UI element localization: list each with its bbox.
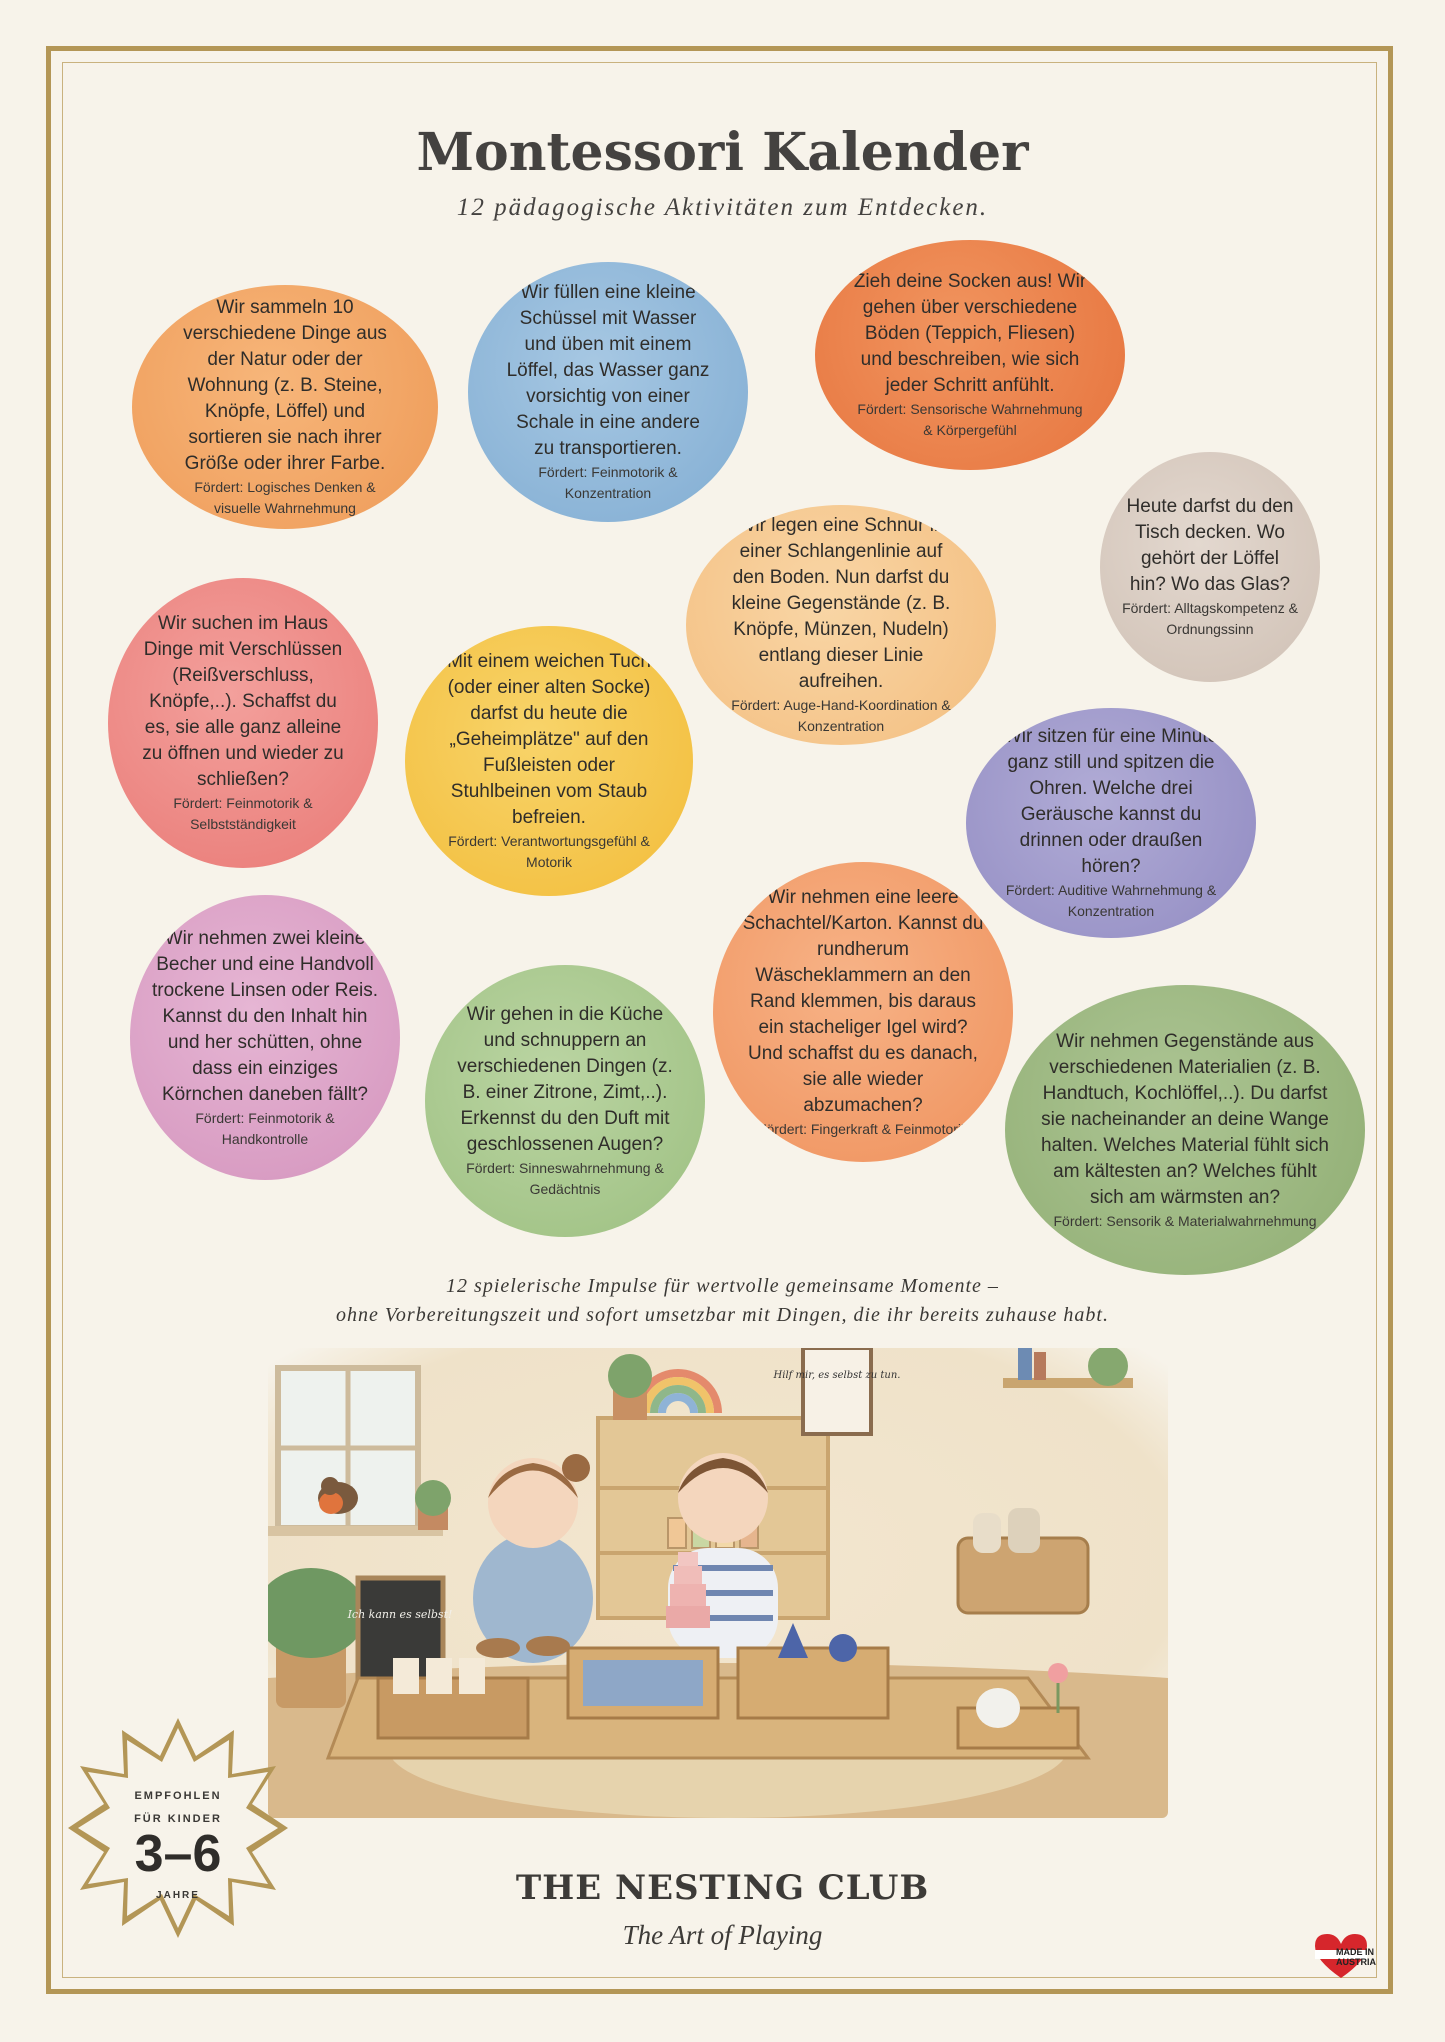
badge-line-3: JAHRE (156, 1890, 200, 1901)
made-in-label (1336, 1947, 1376, 1967)
activity-bubble-2 (468, 262, 748, 522)
activity-bubble-3 (815, 240, 1125, 470)
activity-text: Wir sammeln 10 verschiedene Dinge aus der Natur oder der Wohnung (z. B. Steine, Knöpfe, Löffel) und sortieren sie nach ihrer Größe oder ihrer Farbe. (183, 297, 387, 474)
activity-text: Wir sitzen für eine Minute ganz still und spitzen die Ohren. Welche drei Geräusche kannst du drinnen oder draußen hören? (1003, 726, 1219, 877)
chalkboard-text: Ich kann es selbst! (347, 1608, 453, 1621)
impulse-text (0, 1272, 1445, 1330)
activity-bubble-11 (425, 965, 705, 1237)
badge-line-1: EMPFOHLEN (134, 1790, 222, 1802)
activity-foerdert: Fördert: Sensorische Wahrnehmung & Körpergefühl (857, 401, 1083, 438)
activity-bubble-9 (713, 862, 1013, 1162)
sign-text: Hilf mir, es selbst zu tun. (773, 1370, 901, 1381)
activity-foerdert: Fördert: Feinmotorik & Konzentration (538, 464, 678, 501)
badge-line-2: FÜR KINDER (134, 1813, 222, 1825)
activity-bubble-6 (108, 578, 378, 868)
activity-foerdert: Fördert: Sinneswahrnehmung & Gedächtnis (466, 1160, 664, 1197)
activity-bubble-7 (405, 626, 693, 896)
activity-foerdert: Fördert: Alltagskompetenz & Ordnungssinn (1122, 600, 1298, 637)
activity-bubble-10 (130, 895, 400, 1180)
activity-foerdert: Fördert: Verantwortungsgefühl & Motorik (448, 833, 650, 870)
activity-text: Zieh deine Socken aus! Wir gehen über verschiedene Böden (Teppich, Fliesen) und beschreiben, wie sich jeder Schritt anfühlt. (853, 271, 1087, 396)
made-in-line-1: MADE IN (1336, 1947, 1374, 1957)
impulse-line-2: ohne Vorbereitungszeit und sofort umsetzbar mit Dingen, die ihr bereits zuhause habt. (336, 1304, 1109, 1326)
page-title: Montessori Kalender (416, 122, 1029, 183)
impulse-line-1: 12 spielerische Impulse für wertvolle gemeinsame Momente – (446, 1275, 999, 1297)
activity-bubble-8 (966, 708, 1256, 938)
activity-text: Wir nehmen zwei kleine Becher und eine Handvoll trockene Linsen oder Reis. Kannst du den Inhalt hin und her schütten, ohne dass ein einziges Körnchen daneben fällt? (152, 927, 379, 1105)
brand-name: THE NESTING CLUB (515, 1868, 930, 1908)
activity-text: Heute darfst du den Tisch decken. Wo gehört der Löffel hin? Wo das Glas? (1126, 496, 1294, 595)
activity-bubble-4 (1100, 452, 1320, 682)
activity-text: Wir gehen in die Küche und schnuppern an verschiedenen Dingen (z. B. einer Zitrone, Zimt,..). Erkennst du den Duft mit geschlossenen Augen? (457, 1004, 673, 1155)
activity-foerdert: Fördert: Auditive Wahrnehmung & Konzentration (1005, 882, 1217, 919)
activity-text: Mit einem weichen Tuch (oder einer alten Socke) darfst du heute die „Geheimplätze" auf den Fußleisten oder Stuhlbeinen vom Staub befreien. (447, 651, 651, 828)
activity-foerdert: Fördert: Feinmotorik & Selbstständigkeit (173, 795, 313, 832)
activity-text: Wir legen eine Schnur in einer Schlangenlinie auf den Boden. Nun darfst du kleine Gegenstände (z. B. Knöpfe, Münzen, Nudeln) entlang dieser Linie aufreihen. (731, 515, 951, 692)
page-subtitle: 12 pädagogische Aktivitäten zum Entdecken. (456, 194, 989, 221)
activity-foerdert: Fördert: Logisches Denken & visuelle Wahrnehmung (194, 479, 376, 516)
activity-text: Wir nehmen eine leere Schachtel/Karton. Kannst du rundherum Wäscheklammern an den Rand klemmen, bis daraus ein stacheliger Igel wird? Und schaffst du es danach, sie alle wieder abzumachen? (742, 886, 984, 1116)
badge-age: 3–6 (134, 1825, 222, 1883)
activity-bubble-12 (1005, 985, 1365, 1275)
activity-foerdert: Fördert: Fingerkraft & Feinmotorik (757, 1120, 969, 1137)
activity-text: Wir füllen eine kleine Schüssel mit Wasser und üben mit einem Löffel, das Wasser ganz vorsichtig von einer Schale in eine andere zu transportieren. (506, 282, 710, 459)
activity-foerdert: Fördert: Auge-Hand-Koordination & Konzentration (731, 697, 951, 734)
made-in-line-2: AUSTRIA (1336, 1957, 1376, 1967)
activity-foerdert: Fördert: Feinmotorik & Handkontrolle (195, 1109, 335, 1147)
activity-foerdert: Fördert: Sensorik & Materialwahrnehmung (1053, 1212, 1317, 1229)
activity-bubble-5 (686, 505, 996, 745)
activity-bubble-1 (132, 285, 438, 529)
activity-text: Wir nehmen Gegenstände aus verschiedenen Materialien (z. B. Handtuch, Kochlöffel,..). Du darfst sie nacheinander an deine Wange halten. Welches Material fühlt sich am kältesten an? Welches fühlt sich am wärmsten an? (1041, 1030, 1329, 1208)
activity-text: Wir suchen im Haus Dinge mit Verschlüssen (Reißverschluss, Knöpfe,..). Schaffst du es, sie alle ganz alleine zu öffnen und wieder zu schließen? (142, 613, 344, 790)
brand-tagline: The Art of Playing (622, 1920, 823, 1950)
playroom-illustration (268, 1348, 1168, 1818)
